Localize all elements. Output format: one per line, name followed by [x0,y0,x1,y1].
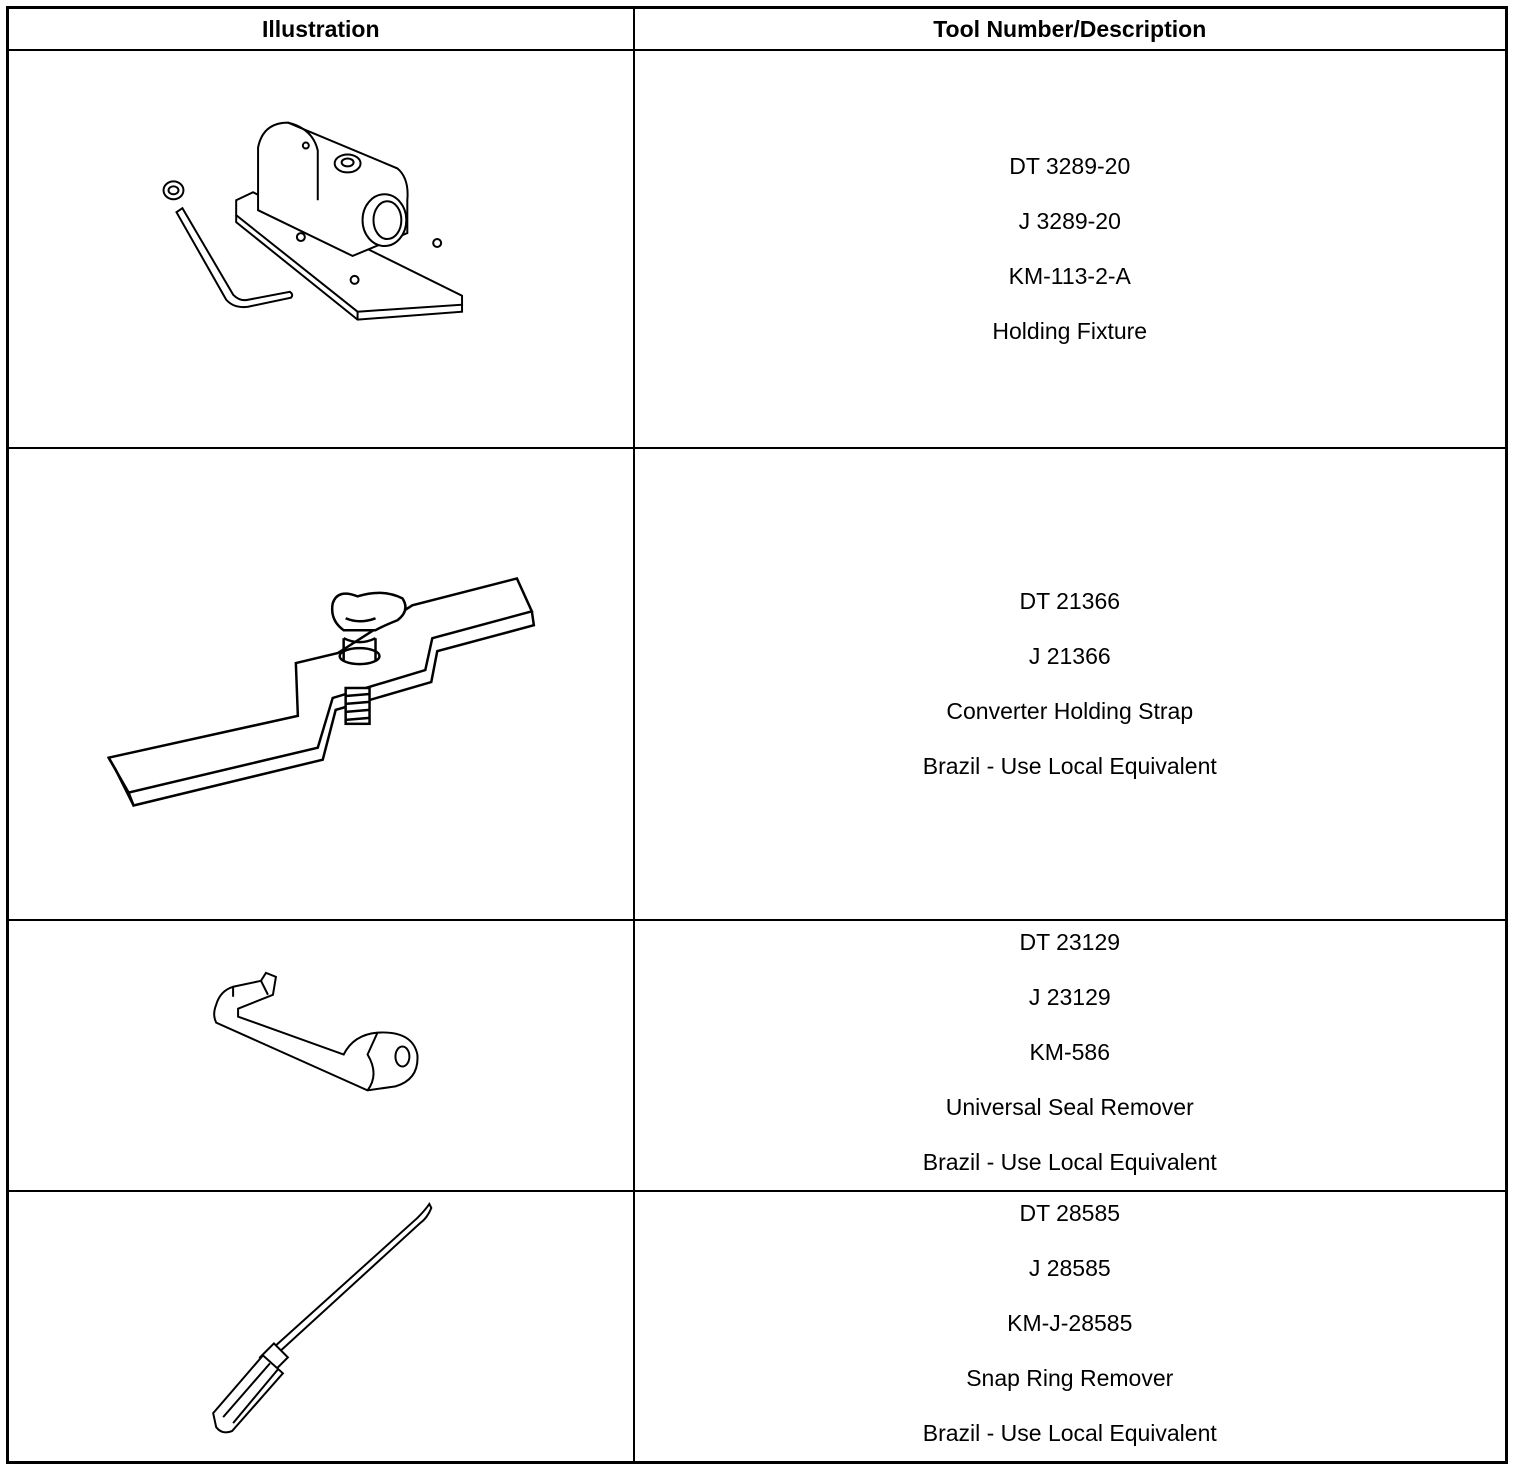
tool-number-dt: DT 3289-20 [1009,153,1131,179]
tool-description [634,920,1507,1191]
tool-name: Converter Holding Strap [946,698,1194,724]
snap-ring-remover-illustration [8,1191,634,1463]
tool-description [634,50,1507,448]
tool-number-dt: DT 23129 [1019,929,1121,955]
tool-number-km: KM-113-2-A [1008,263,1131,289]
header-tool-number: Tool Number/Description [634,8,1507,51]
table-row [8,1191,1507,1463]
holding-fixture-drawing [9,51,633,447]
tool-number-km: KM-586 [1029,1039,1111,1065]
table-row [8,50,1507,448]
availability-note: Brazil - Use Local Equivalent [922,1420,1217,1446]
tool-name: Universal Seal Remover [945,1094,1194,1120]
header-row [8,8,1507,51]
header-illustration: Illustration [8,8,634,51]
table-row [8,448,1507,920]
universal-seal-remover-illustration [8,920,634,1191]
tool-number-j: J 21366 [1028,643,1111,669]
availability-note: Brazil - Use Local Equivalent [922,1149,1217,1175]
tool-description [634,1191,1507,1463]
universal-seal-remover-drawing [9,921,633,1190]
snap-ring-remover-drawing [9,1192,633,1461]
tool-number-j: J 3289-20 [1018,208,1121,234]
tool-name: Snap Ring Remover [966,1365,1174,1391]
converter-holding-strap-illustration [8,448,634,920]
tool-name: Holding Fixture [992,318,1148,344]
tool-number-dt: DT 28585 [1019,1200,1121,1226]
tool-number-km: KM-J-28585 [1007,1310,1133,1336]
converter-holding-strap-drawing [9,449,633,919]
table-row [8,920,1507,1191]
holding-fixture-illustration [8,50,634,448]
tool-table [6,6,1508,1464]
availability-note: Brazil - Use Local Equivalent [922,753,1217,779]
tool-number-dt: DT 21366 [1019,588,1121,614]
tool-number-j: J 28585 [1028,1255,1111,1281]
tool-number-j: J 23129 [1028,984,1111,1010]
tool-description [634,448,1507,920]
